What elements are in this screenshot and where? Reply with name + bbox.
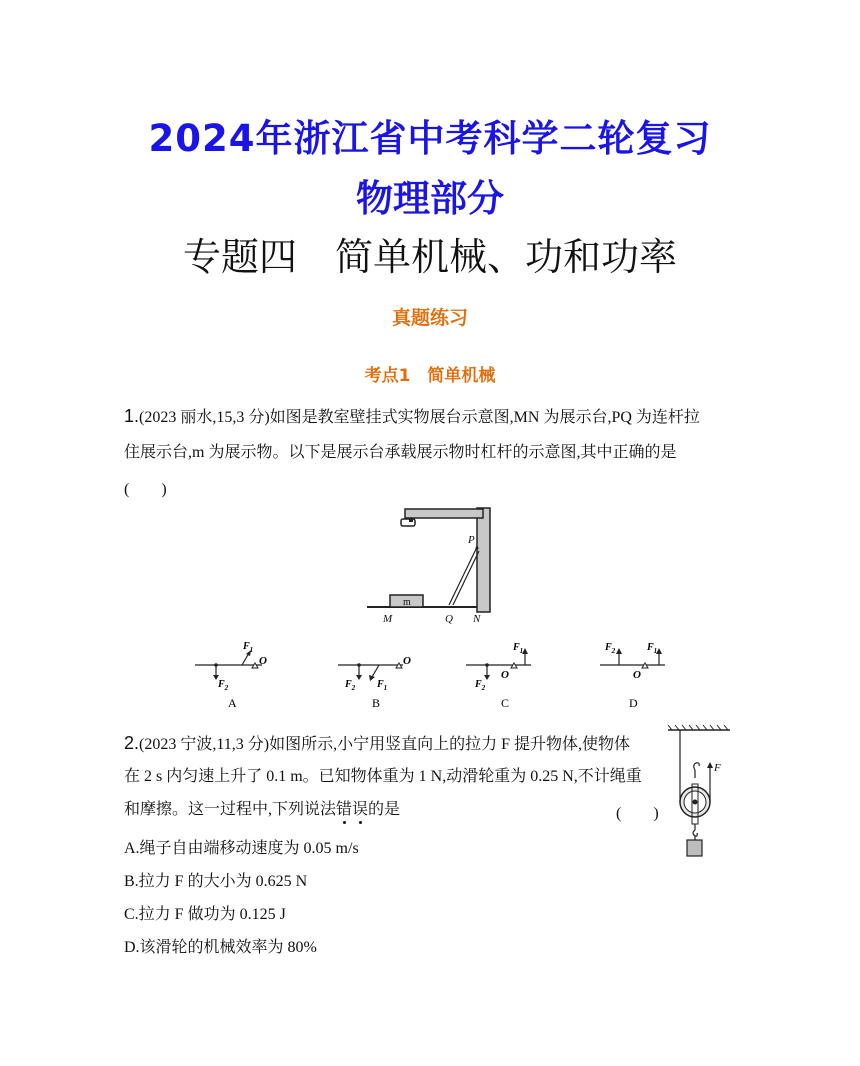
q2-option-c: C.拉力 F 做功为 0.125 J	[124, 906, 286, 923]
option-d-f2: $F_2$	[605, 642, 616, 655]
option-d-f1: $F_1$	[647, 642, 658, 655]
option-c-letter: C	[501, 696, 510, 710]
option-b-f1: $F_1$	[377, 679, 388, 692]
q2-option-a: A.绳子自由端移动速度为 0.05 m/s	[124, 840, 359, 857]
q2-answer-paren: ( )	[616, 805, 659, 822]
option-d-o: O	[633, 669, 641, 681]
label-P: P	[468, 534, 475, 546]
option-b-letter: B	[372, 696, 381, 710]
q1-text-1: (2023 丽水,15,3 分)如图是教室壁挂式实物展台示意图,MN 为展示台,PQ 为连杆拉	[139, 409, 700, 426]
object-m-label: m	[403, 597, 411, 608]
label-Q: Q	[445, 613, 453, 625]
q2-number: 2.	[124, 733, 140, 753]
option-d-letter: D	[629, 696, 638, 710]
topic-title: 专题四 简单机械、功和功率	[182, 235, 677, 279]
emphasis-char-2: 误	[352, 801, 369, 818]
option-c-f2: $F_2$	[475, 679, 486, 692]
q1-option-c-diagram	[463, 636, 548, 716]
option-a-f1: $F_1$	[243, 641, 254, 654]
title-line-1: 2024年浙江省中考科学二轮复习	[148, 117, 712, 160]
q1-option-a-diagram	[192, 636, 277, 716]
q1-number: 1.	[124, 406, 140, 426]
option-c-f1: $F_1$	[513, 642, 524, 655]
emphasis-char-1: 错	[336, 801, 353, 818]
pulley-force-label: F	[714, 762, 721, 774]
q2-line-3: 和摩擦。这一过程中,下列说法错误的是	[124, 801, 401, 818]
title-line-2: 物理部分	[356, 177, 504, 220]
label-M: M	[383, 613, 393, 625]
q2-pulley-figure	[666, 724, 736, 860]
option-a-f2: $F_2$	[218, 679, 229, 692]
q1-line-1	[124, 406, 700, 428]
option-b-o: O	[403, 655, 411, 667]
q2-line-1	[124, 733, 630, 755]
kaodian-heading: 考点1 简单机械	[364, 366, 496, 386]
q1-display-stand-figure	[365, 505, 505, 625]
section-heading: 真题练习	[391, 307, 468, 329]
q1-answer-paren: ( )	[124, 481, 167, 498]
q1-option-d-diagram	[597, 636, 682, 716]
q2-option-d: D.该滑轮的机械效率为 80%	[124, 939, 317, 956]
option-b-f2: $F_2$	[345, 679, 356, 692]
q1-option-b-diagram	[335, 636, 420, 716]
option-a-letter: A	[228, 696, 237, 710]
q1-text-2: 住展示台,m 为展示物。以下是展示台承载展示物时杠杆的示意图,其中正确的是	[124, 444, 677, 461]
q2-text-1: (2023 宁波,11,3 分)如图所示,小宁用竖直向上的拉力 F 提升物体,使物体	[139, 736, 630, 753]
label-N: N	[473, 613, 481, 625]
option-a-o: O	[259, 655, 267, 667]
option-c-o: O	[501, 669, 509, 681]
q2-option-b: B.拉力 F 的大小为 0.625 N	[124, 873, 308, 890]
q2-text-2: 在 2 s 内匀速上升了 0.1 m。已知物体重为 1 N,动滑轮重为 0.25 N,不计绳重	[124, 768, 642, 785]
